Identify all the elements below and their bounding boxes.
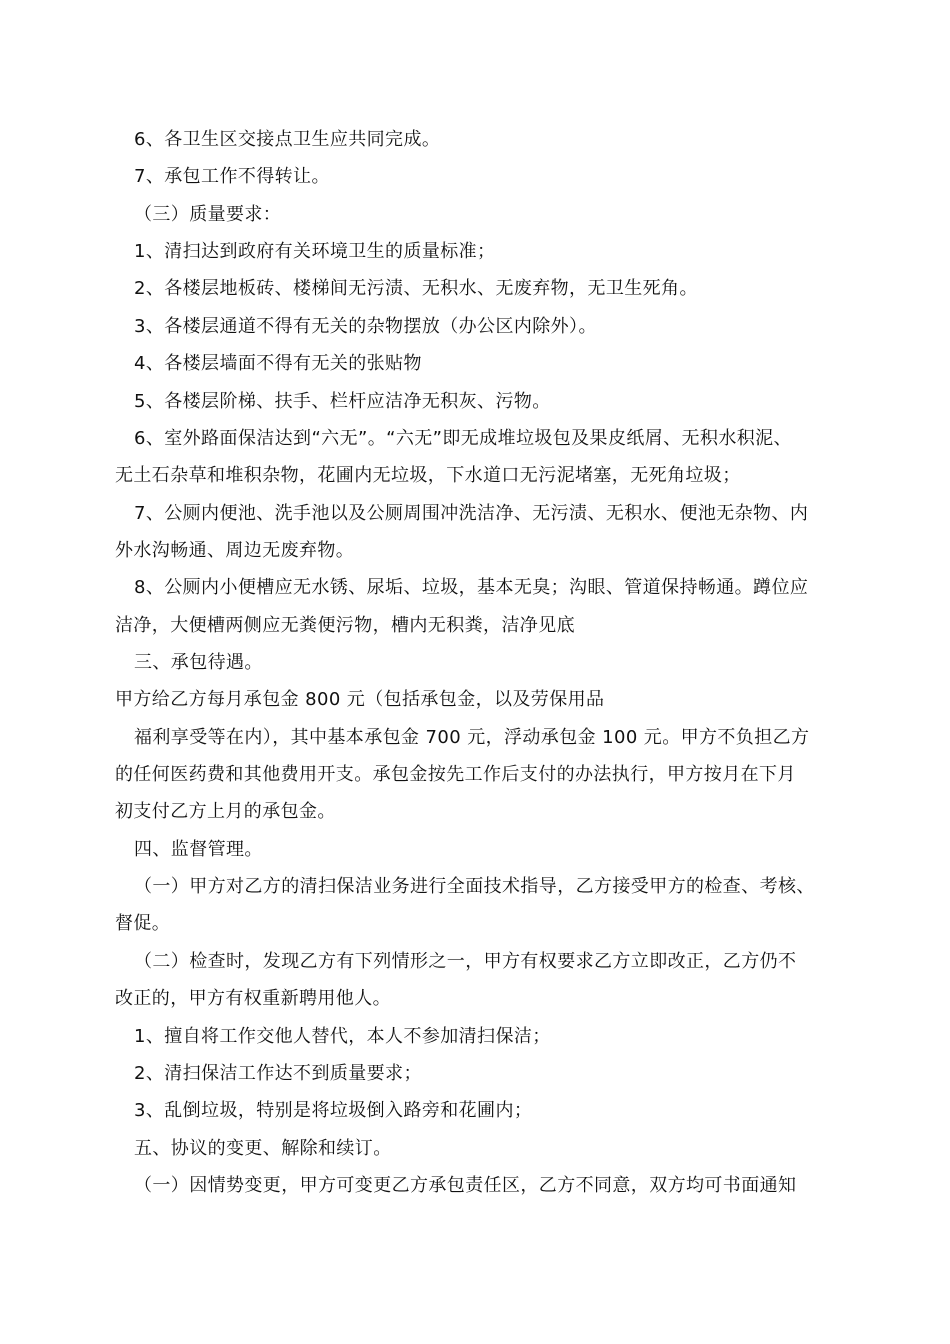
section-heading: 三、承包待遇。: [134, 652, 263, 673]
text-line: （三）质量要求：: [134, 204, 282, 225]
text-line: （一）甲方对乙方的清扫保洁业务进行全面技术指导，乙方接受甲方的检查、考核、: [134, 876, 815, 897]
text-line: 3、各楼层通道不得有无关的杂物摆放（办公区内除外）。: [134, 316, 597, 337]
text-line: 洁净，大便槽两侧应无粪便污物，槽内无积粪，洁净见底: [115, 615, 575, 636]
text-line: 5、各楼层阶梯、扶手、栏杆应洁净无积灰、污物。: [134, 391, 551, 412]
text-line: 甲方给乙方每月承包金 800 元（包括承包金，以及劳保用品: [115, 689, 605, 710]
text-line: 7、承包工作不得转让。: [134, 166, 330, 187]
text-line: （二）检查时，发现乙方有下列情形之一，甲方有权要求乙方立即改正，乙方仍不: [134, 951, 797, 972]
text-line: 7、公厕内便池、洗手池以及公厕周围冲洗洁净、无污渍、无积水、便池无杂物、内: [134, 503, 809, 524]
text-line: 1、清扫达到政府有关环境卫生的质量标准；: [134, 241, 496, 262]
text-line: 4、各楼层墙面不得有无关的张贴物: [134, 353, 422, 374]
text-line: 福利享受等在内），其中基本承包金 700 元，浮动承包金 100 元。甲方不负担乙方: [134, 727, 810, 748]
text-line: 督促。: [115, 913, 171, 934]
text-line: 改正的，甲方有权重新聘用他人。: [115, 988, 391, 1009]
text-line: 无土石杂草和堆积杂物，花圃内无垃圾，下水道口无污泥堵塞，无死角垃圾；: [115, 465, 741, 486]
text-line: 6、各卫生区交接点卫生应共同完成。: [134, 129, 441, 150]
section-heading: 四、监督管理。: [134, 839, 263, 860]
text-line: 初支付乙方上月的承包金。: [115, 801, 336, 822]
text-line: （一）因情势变更，甲方可变更乙方承包责任区，乙方不同意，双方均可书面通知: [134, 1175, 797, 1196]
section-heading: 五、协议的变更、解除和续订。: [134, 1138, 392, 1159]
text-line: 3、乱倒垃圾，特别是将垃圾倒入路旁和花圃内；: [134, 1100, 533, 1121]
text-line: 6、室外路面保洁达到“六无”。“六无”即无成堆垃圾包及果皮纸屑、无积水积泥、: [134, 428, 792, 449]
text-line: 8、公厕内小便槽应无水锈、尿垢、垃圾，基本无臭；沟眼、管道保持畅通。蹲位应: [134, 577, 809, 598]
text-line: 的任何医药费和其他费用开支。承包金按先工作后支付的办法执行，甲方按月在下月: [115, 764, 796, 785]
text-line: 2、各楼层地板砖、楼梯间无污渍、无积水、无废弃物，无卫生死角。: [134, 278, 698, 299]
text-line: 1、擅自将工作交他人替代，本人不参加清扫保洁；: [134, 1026, 551, 1047]
text-line: 2、清扫保洁工作达不到质量要求；: [134, 1063, 422, 1084]
text-line: 外水沟畅通、周边无废弃物。: [115, 540, 355, 561]
